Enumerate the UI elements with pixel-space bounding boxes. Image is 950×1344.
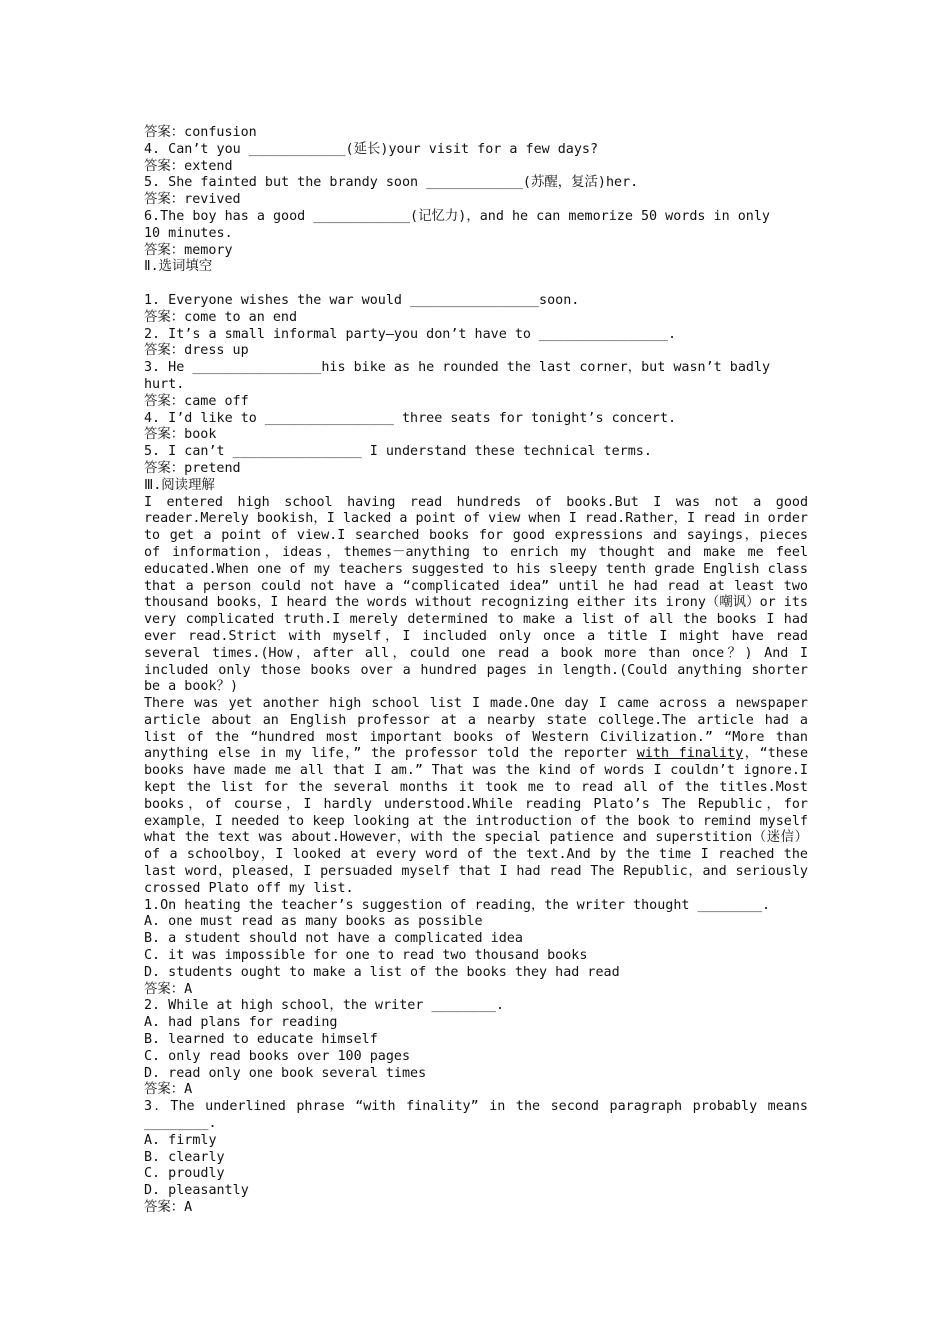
fill-question-2: 2. It’s a small informal party—you don’t have to ________________. — [144, 326, 677, 342]
fill-answer-4: 答案：book — [144, 427, 217, 443]
question-stem: 2. While at high school，the writer ________. — [144, 998, 505, 1014]
question-answer: 答案：A — [144, 1200, 193, 1215]
option-d: D. read only one book several times — [144, 1065, 427, 1081]
option-c: C. proudly — [144, 1166, 225, 1182]
question-answer: 答案：A — [144, 1082, 193, 1098]
option-c: C. it was impossible for one to read two thousand books — [144, 948, 588, 964]
question-5: 5. She fainted but the brandy soon ____________(苏醒，复活)her. — [144, 175, 639, 191]
option-b: B. a student should not have a complicated idea — [144, 931, 523, 947]
option-d: D. students ought to make a list of the books they had read — [144, 964, 620, 980]
paragraph-2-text-after: ，“these books have made me all that I am.” That was the kind of words I couldn’t ignore.I kept the list for the several months it took me to read all of the titles.Most books，of course，I hardly understood.While reading Plato’s The Republic，for example，I needed to keep looking at the introduction of the book to remind myself what the text was about.However，with the special patience and superstition（迷信）of a schoolboy，I looked at every word of the text.And by the time I reached the last word，pleased，I persuaded myself that I had read The Republic，and seriously crossed Plato off my list. — [144, 746, 809, 896]
option-a: A. one must read as many books as possible — [144, 914, 483, 930]
answer-6: 答案：memory — [144, 242, 233, 258]
spacer — [144, 276, 808, 293]
fill-question-3-line-1: 3. He ________________his bike as he rounded the last corner，but wasn’t badly — [144, 360, 771, 376]
fill-answer-5: 答案：pretend — [144, 460, 241, 476]
answer-4: 答案：extend — [144, 158, 233, 174]
underlined-phrase: with finality — [636, 746, 744, 762]
document-page — [144, 125, 808, 1217]
reading-paragraph-1: I entered high school having read hundreds of books.But I was not a good reader.Merely bookish，I lacked a point of view when I read.Rather，I read in order to get a point of view.I searched books for good expressions and sayings，pieces of information，ideas，themes－anything to enrich my thought and make me feel educated.When one of my teachers suggested to his sleepy tenth grade English class that a person could not have a “complicated idea” until he had read at least two thousand books，I heard the words without recognizing either its irony（嘲讽）or its very complicated truth.I merely determined to make a list of all the books I had ever read.Strict with myself，I included only once a title I might have read several times.(How，after all，could one read a book more than once？) And I included only those books over a hundred pages in length.(Could anything shorter be a book？) — [144, 494, 808, 695]
option-a: A. firmly — [144, 1132, 217, 1148]
question-answer: 答案：A — [144, 981, 193, 997]
answer-3: 答案：confusion — [144, 125, 257, 140]
fill-answer-1: 答案：come to an end — [144, 309, 298, 325]
fill-question-5: 5. I can’t ________________ I understand these technical terms. — [144, 444, 652, 460]
reading-question-1 — [144, 898, 808, 999]
question-6-line-1: 6.The boy has a good ____________(记忆力)，and he can memorize 50 words in only — [144, 208, 770, 224]
answer-5: 答案：revived — [144, 192, 241, 208]
question-stem: 3．The underlined phrase “with finality” in the second paragraph probably means ________. — [144, 1099, 808, 1132]
question-6-line-2: 10 minutes. — [144, 225, 233, 241]
reading-question-3 — [144, 1099, 808, 1217]
question-4: 4. Can’t you ____________(延长)your visit for a few days? — [144, 141, 599, 157]
option-b: B. learned to educate himself — [144, 1032, 378, 1048]
option-b: B. clearly — [144, 1149, 225, 1165]
section-2-heading: Ⅱ.选词填空 — [144, 259, 213, 275]
fill-question-1: 1. Everyone wishes the war would ________________soon. — [144, 292, 580, 308]
reading-paragraph-2 — [144, 696, 808, 898]
reading-question-2 — [144, 998, 808, 1099]
fill-question-4: 4. I’d like to ________________ three seats for tonight’s concert. — [144, 410, 677, 426]
option-c: C. only read books over 100 pages — [144, 1048, 411, 1064]
fill-answer-2: 答案：dress up — [144, 343, 249, 359]
fill-answer-3: 答案：came off — [144, 393, 249, 409]
question-stem: 1.On heating the teacher’s suggestion of reading，the writer thought ________. — [144, 897, 771, 913]
option-d: D. pleasantly — [144, 1183, 249, 1199]
fill-question-3-line-2: hurt. — [144, 376, 185, 392]
paragraph-2-text-before: There was yet another high school list I made.One day I came across a newspaper article about an English professor at a nearby state college.The article had a list of the “hundred most important books of Western Civilization.” “More than anything else in my life，” the professor told the reporter — [144, 696, 808, 762]
section-3-heading: Ⅲ.阅读理解 — [144, 477, 215, 493]
option-a: A. had plans for reading — [144, 1015, 338, 1031]
